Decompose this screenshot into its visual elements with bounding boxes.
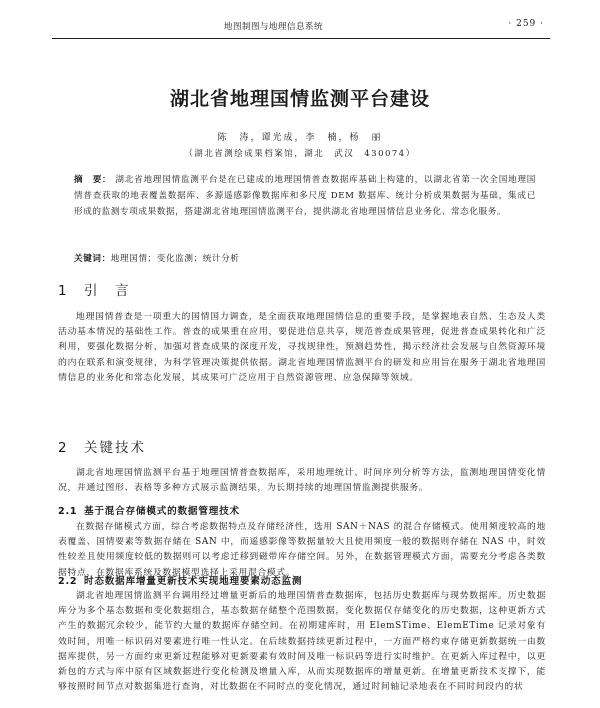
introduction-paragraph: 地理国情普查是一项重大的国情国力调查，是全面获取地理国情信息的重要手段，是掌握地表自然、生态及人类活动基本情况的基础性工作。普查的成果重在应用，要促进信息共享，规范普查成果管理，促进普查成果转化和广泛利用，要强化数据分析，加强对普查成果的深度开发，寻找规律性，预测趋势性，揭示经济社会发展与自然资源环境的内在联系和演变规律，为科学管理决策提供依据。湖北省地理国情监测平台的研发和应用旨在服务于湖北省地理国情信息的业务化和常态化发展，其成果可广泛应用于自然资源管理、应急保障等领域。: [58, 312, 546, 383]
abstract: [74, 172, 536, 220]
abstract-label: 摘 要：: [74, 175, 112, 185]
subsection-title: 基于混合存储模式的数据管理技术: [84, 506, 240, 517]
section-number: 2: [58, 440, 69, 456]
keywords: [74, 252, 536, 264]
section-title: 关键技术: [84, 440, 146, 456]
abstract-text: 湖北省地理国情监测平台是在已建成的地理国情普查数据库基础上构建的，以湖北省第一次全国地理国情普查获取的地表覆盖数据库、多源遥感影像数据库和多尺度 DEM 数据库、统计分析成果数据为基础，集成已形成的监测专项成果数据，搭建湖北省地理国情监测平台，提供湖北省地理国情信息业务化、常态化服务。: [74, 175, 536, 217]
subsection-number: 2.1: [58, 506, 78, 517]
section-heading-key-technology: [58, 436, 146, 456]
storage-paragraph: 在数据存储模式方面，综合考虑数据特点及存储经济性，选用 SAN＋NAS 的混合存储模式。使用频度较高的地表覆盖、国情要素等数据存储在 SAN 中，而遥感影像等数据量较大且使用频度一般的数据则存储在 NAS 中，时效性较差且使用频度较低的数据则可以考虑迁移到磁带库存储空间。另外，在数据管理模式方面，需要充分考虑各类数据特点，在数据库系统及数据模型选择上采用混合模式。: [58, 522, 546, 578]
page-number: · 259 ·: [508, 19, 544, 29]
section-title: 引 言: [84, 283, 131, 299]
journal-name: 地图制图与地理信息系统: [224, 22, 324, 32]
subsection-heading-storage: [58, 503, 240, 517]
temporal-db-paragraph: 湖北省地理国情监测平台调用经过增量更新后的地理国情普查数据库，包括历史数据库与现势数据库。历史数据库分为多个基态数据和变化数据组合，基态数据存储整个范围数据，变化数据仅存储变化的历史数据，这种更新方式产生的数据冗余较少，能节约大量的数据库存储空间。在初期建库时，用 ElemSTime、ElemETime 记录对象有效时间，用唯一标识码对要素进行唯一性认定。在后续数据持续更新过程中，一方面严格约束存储更新数据统一由数据库提供，另一方面约束更新过程能够对更新要素有效时间及唯一标识码等进行实时维护。在更新入库过程中，以更新包的方式与库中原有区域数据进行变化检测及增量入库，从而实现数据库的增量更新。在增量更新技术支撑下，能够按照时间节点对数据集进行查询，对比数据在不同时点的变化情况，通过时间轴记录地表在不同时间段内的状: [58, 591, 546, 693]
section-heading-introduction: [58, 279, 131, 299]
author-list: 陈 涛，谭光成，李 楠，杨 丽: [217, 133, 383, 143]
keywords-label: 关键词：: [74, 254, 111, 264]
subsection-heading-temporal-db: [58, 573, 302, 587]
keywords-text: 地理国情；变化监测；统计分析: [110, 254, 240, 264]
subsection-number: 2.2: [58, 576, 78, 587]
key-technology-paragraph: 湖北省地理国情监测平台基于地理国情普查数据库，采用地理统计、时间序列分析等方法，监测地理国情变化情况，并通过图形、表格等多种方式展示监测结果，为长期持续的地理国情监测提供服务。: [58, 468, 546, 494]
running-header: [52, 18, 550, 39]
section-number: 1: [58, 283, 69, 299]
paper-title: 湖北省地理国情监测平台建设: [169, 88, 430, 110]
subsection-title: 时态数据库增量更新技术实现地理要素动态监测: [84, 576, 303, 587]
author-affiliation: （湖北省测绘成果档案馆，湖北 武汉 430074）: [184, 149, 416, 159]
